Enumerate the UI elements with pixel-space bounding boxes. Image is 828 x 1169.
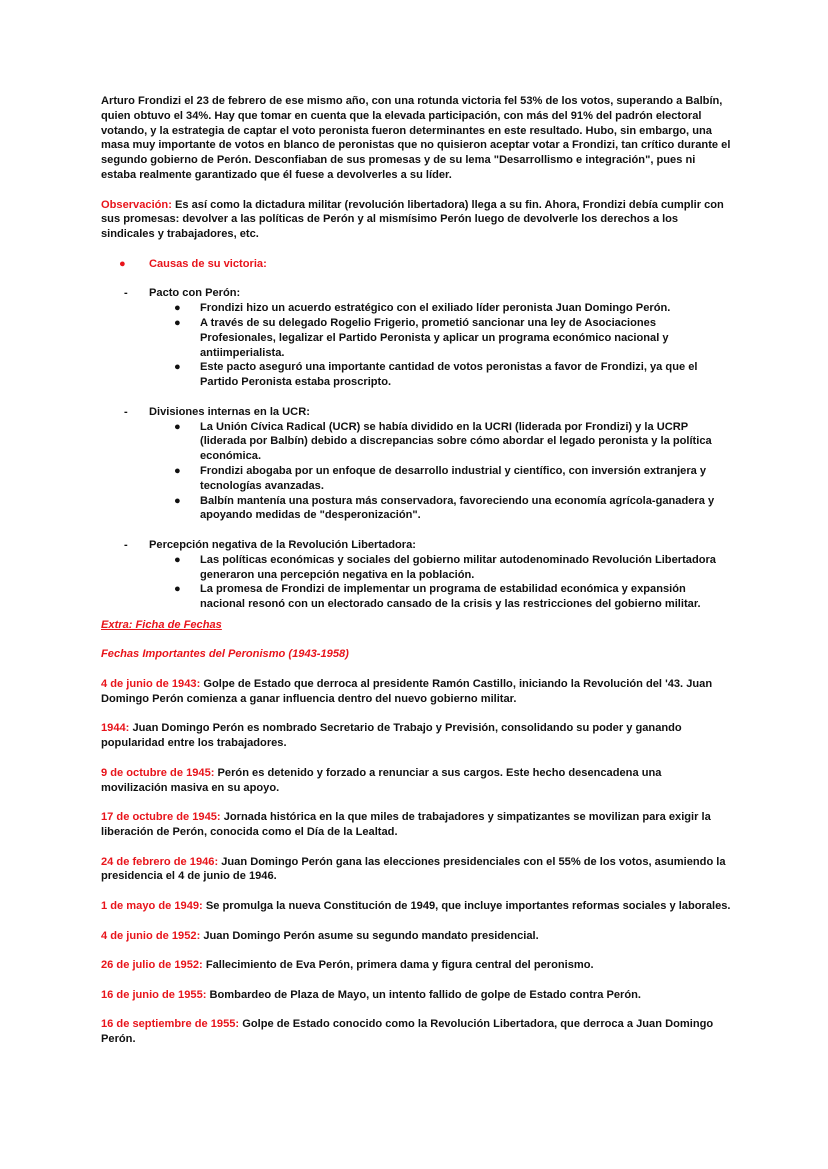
causes-heading: Causas de su victoria:: [149, 257, 267, 270]
date-entry: 1944: Juan Domingo Perón es nombrado Secretario de Trabajo y Previsión, consolidando su poder y ganando popularidad entre los trabajadores.: [101, 722, 682, 750]
dash-marker: -: [124, 287, 128, 300]
cause-list: [101, 420, 731, 524]
date-entry: 16 de septiembre de 1955: Golpe de Estado conocido como la Revolución Libertadora, que derroca a Juan Domingo Perón.: [101, 1018, 714, 1046]
cause-title-row: [101, 286, 731, 301]
date-entry: 24 de febrero de 1946: Juan Domingo Perón gana las elecciones presidenciales con el 55% de los votos, asumiendo la presidencia el 4 de junio de 1946.: [101, 855, 726, 883]
list-item: ● Balbín mantenía una postura más conservadora, favoreciendo una economía agrícola-ganadera y apoyando medidas de "desperonización".: [174, 494, 715, 522]
bullet-icon: ●: [174, 361, 181, 374]
date-entry: 26 de julio de 1952: Fallecimiento de Eva Perón, primera dama y figura central del peronismo.: [101, 959, 594, 972]
cause-title: Percepción negativa de la Revolución Libertadora:: [149, 538, 416, 551]
observation-text: Es así como la dictadura militar (revolución libertadora) llega a su fin. Ahora, Frondizi debía cumplir con sus promesas: devolver a las políticas de Perón y al mismísimo Perón luego de devolverle los derechos a los sindicales y trabajadores, etc.: [101, 198, 724, 241]
list-item: ● Este pacto aseguró una importante cantidad de votos peronistas a favor de Frondizi, ya que el Partido Peronista estaba proscripto.: [174, 361, 698, 389]
bullet-icon: ●: [174, 302, 181, 315]
cause-title-row: [101, 538, 731, 553]
intro-paragraph: Arturo Frondizi el 23 de febrero de ese mismo año, con una rotunda victoria fel 53% de los votos, superando a Balbín, quien obtuvo el 34%. Hay que tomar en cuenta que la elevada participación, con más del 91% del padrón electoral votando, y la estrategia de captar el voto peronista fueron determinantes en este resultado. Hubo, sin embargo, una masa muy importante de votos en blanco de peronistas que no quisieron aceptar votar a Frondizi, tan crítico durante el segundo gobierno de Perón. Desconfiaban de sus promesas y de su lema "Desarrollismo e integración", pues ni estaba realmente garantizado que él fuese a devolverles a su líder.: [101, 95, 731, 181]
date-entry: 4 de junio de 1943: Golpe de Estado que derroca al presidente Ramón Castillo, iniciando la Revolución del '43. Juan Domingo Perón comienza a ganar influencia dentro del nuevo gobierno militar.: [101, 678, 713, 705]
dates-title: Fechas Importantes del Peronismo (1943-1958): [101, 648, 349, 661]
cause-title: Pacto con Perón:: [149, 287, 241, 300]
bullet-icon: ●: [119, 257, 126, 270]
extra-title-link[interactable]: Extra: Ficha de Fechas: [101, 618, 222, 631]
causes-heading-row: [101, 257, 731, 272]
cause-title: Divisiones internas en la UCR:: [149, 405, 310, 418]
document-page: [101, 94, 731, 1047]
cause-title-row: [101, 405, 731, 420]
bullet-icon: ●: [174, 494, 181, 507]
observation-label: Observación:: [101, 198, 172, 211]
cause-list: [101, 553, 731, 612]
date-entry: 9 de octubre de 1945: Perón es detenido y forzado a renunciar a sus cargos. Este hecho desencadena una movilización masiva en su apoyo.: [101, 766, 662, 794]
list-item: ● Las políticas económicas y sociales del gobierno militar autodenominado Revolución Libertadora generaron una percepción negativa en la población.: [174, 553, 716, 581]
extra-title-row: [101, 618, 731, 633]
bullet-icon: ●: [174, 464, 181, 477]
cause-list: [101, 301, 731, 390]
date-entry: 4 de junio de 1952: Juan Domingo Perón asume su segundo mandato presidencial.: [101, 929, 539, 942]
dash-marker: -: [124, 538, 128, 551]
list-item: ● Frondizi hizo un acuerdo estratégico con el exiliado líder peronista Juan Domingo Perón.: [174, 302, 671, 315]
list-item: ● A través de su delegado Rogelio Frigerio, prometió sancionar una ley de Asociaciones Profesionales, legalizar el Partido Peronista y aplicar un programa económico nacional y antiimperialista.: [174, 316, 669, 359]
date-entry: 17 de octubre de 1945: Jornada histórica en la que miles de trabajadores y simpatizantes se movilizan para exigir la liberación de Perón, conocida como el Día de la Lealtad.: [101, 811, 711, 839]
observation-paragraph: [101, 198, 731, 242]
bullet-icon: ●: [174, 316, 181, 329]
bullet-icon: ●: [174, 583, 181, 596]
bullet-icon: ●: [174, 420, 181, 433]
list-item: ● Frondizi abogaba por un enfoque de desarrollo industrial y científico, con inversión extranjera y tecnologías avanzadas.: [174, 464, 707, 492]
list-item: ● La Unión Cívica Radical (UCR) se había dividido en la UCRI (liderada por Frondizi) y la UCRP (liderada por Balbín) debido a discrepancias sobre cómo abordar el legado peronista y la política económica.: [174, 420, 712, 463]
date-entry: 16 de junio de 1955: Bombardeo de Plaza de Mayo, un intento fallido de golpe de Estado contra Perón.: [101, 988, 642, 1001]
bullet-icon: ●: [174, 553, 181, 566]
dash-marker: -: [124, 405, 128, 418]
date-entry: 1 de mayo de 1949: Se promulga la nueva Constitución de 1949, que incluye importantes reformas sociales y laborales.: [101, 900, 731, 913]
list-item: ● La promesa de Frondizi de implementar un programa de estabilidad económica y expansión nacional resonó con un electorado cansado de la crisis y las restricciones del gobierno militar.: [174, 583, 701, 611]
